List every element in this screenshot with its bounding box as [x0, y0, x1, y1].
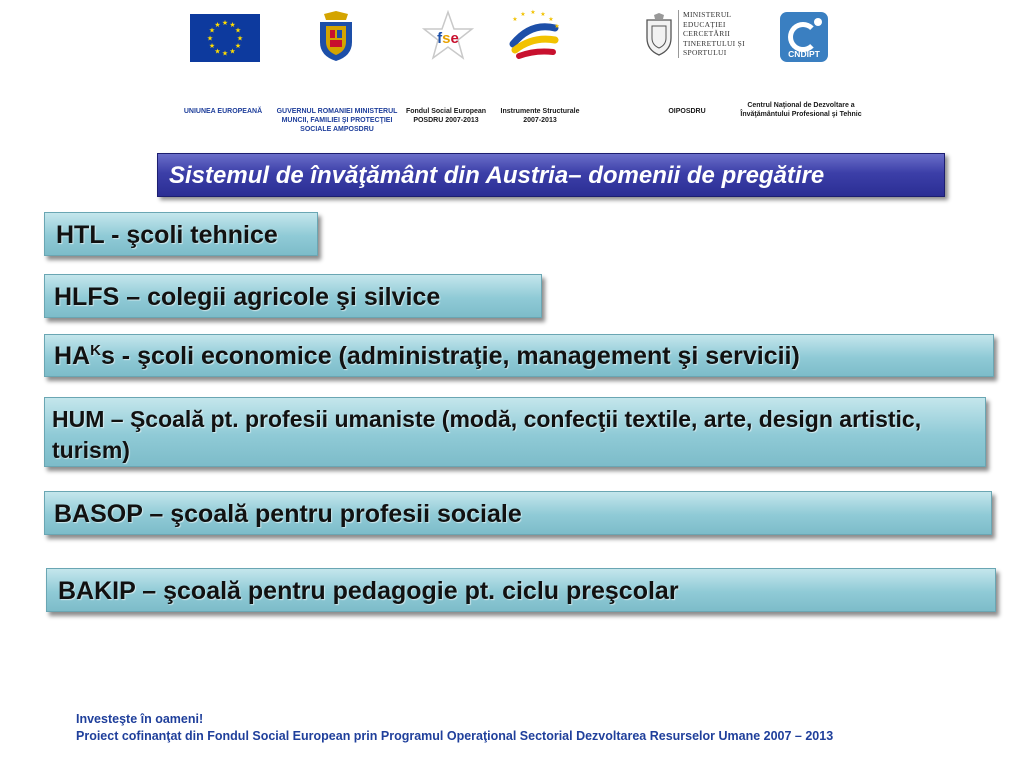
footer: [76, 711, 833, 745]
svg-text:★: ★: [208, 26, 216, 35]
item-label-superscript: K: [90, 342, 101, 359]
svg-text:★: ★: [530, 9, 536, 16]
svg-text:★: ★: [540, 11, 546, 18]
svg-text:★: ★: [520, 11, 526, 18]
caption-structural-instruments: Instrumente Structurale 2007-2013: [500, 108, 580, 124]
item-label: HTL - şcoli tehnice: [56, 221, 278, 249]
list-item-basop: [44, 491, 992, 535]
caption-government: GUVERNUL ROMANIEI MINISTERUL MUNCII, FAMILIEI ŞI PROTECŢIEI SOCIALE AMPOSDRU: [276, 108, 398, 133]
item-label: BASOP – şcoală pentru profesii sociale: [54, 500, 522, 528]
ministry-logo-icon: [644, 8, 745, 66]
cndipt-label: CNDIPT: [788, 49, 820, 59]
cndipt-logo-icon: [780, 12, 828, 62]
list-item-bakip: [46, 568, 996, 612]
item-label: HUM – Şcoală pt. profesii umaniste (modă, confecţii textile, arte, design artistic, turism): [52, 406, 922, 463]
caption-cndipt: Centrul Naţional de Dezvoltare a Învăţământului Profesional şi Tehnic: [740, 102, 862, 118]
svg-text:★: ★: [512, 16, 518, 23]
item-label-rest: s - şcoli economice (administraţie, management şi servicii): [100, 342, 800, 370]
svg-text:★: ★: [229, 21, 236, 29]
svg-text:fse: fse: [437, 30, 459, 47]
structural-instruments-logo-icon: [503, 6, 563, 66]
svg-text:★: ★: [221, 19, 229, 27]
item-label: HLFS – colegii agricole şi silvice: [54, 283, 441, 311]
caption-eu: UNIUNEA EUROPEANĂ: [183, 108, 263, 115]
footer-slogan: Investeşte în oameni!: [76, 712, 204, 726]
eu-flag-icon: [190, 14, 260, 62]
svg-text:★: ★: [236, 34, 244, 43]
list-item-haks: [44, 334, 994, 377]
svg-text:★: ★: [234, 42, 242, 50]
list-item-hlfs: [44, 274, 542, 318]
item-label: BAKIP – şcoală pentru pedagogie pt. ciclu preşcolar: [58, 577, 679, 605]
svg-text:★: ★: [554, 23, 560, 30]
list-item-hum: [44, 397, 986, 467]
fse-logo-icon: [422, 10, 474, 62]
svg-text:★: ★: [221, 49, 229, 58]
svg-text:★: ★: [234, 26, 242, 35]
svg-text:★: ★: [208, 42, 216, 50]
svg-text:★: ★: [214, 21, 221, 29]
item-label-prefix: HA: [54, 342, 91, 370]
svg-text:★: ★: [548, 16, 554, 23]
item-label: [54, 335, 993, 378]
page-title: Sistemul de învăţământ din Austria– domenii de pregătire: [157, 153, 945, 197]
caption-oiposdru: OIPOSDRU: [668, 108, 706, 115]
svg-text:★: ★: [214, 47, 221, 56]
svg-text:★: ★: [229, 47, 236, 56]
footer-project: Proiect cofinanţat din Fondul Social European prin Programul Operaţional Sectorial Dezvoltarea Resurselor Umane 2007 – 2013: [76, 729, 834, 743]
caption-fse: Fondul Social European POSDRU 2007-2013: [405, 108, 487, 124]
list-item-htl: [44, 212, 318, 256]
svg-text:★: ★: [206, 34, 214, 43]
romania-coat-of-arms-icon: [316, 10, 356, 62]
ministry-name: MINISTERUL EDUCAȚIEI CERCETĂRII TINERETULUI ȘI SPORTULUI: [678, 10, 745, 58]
